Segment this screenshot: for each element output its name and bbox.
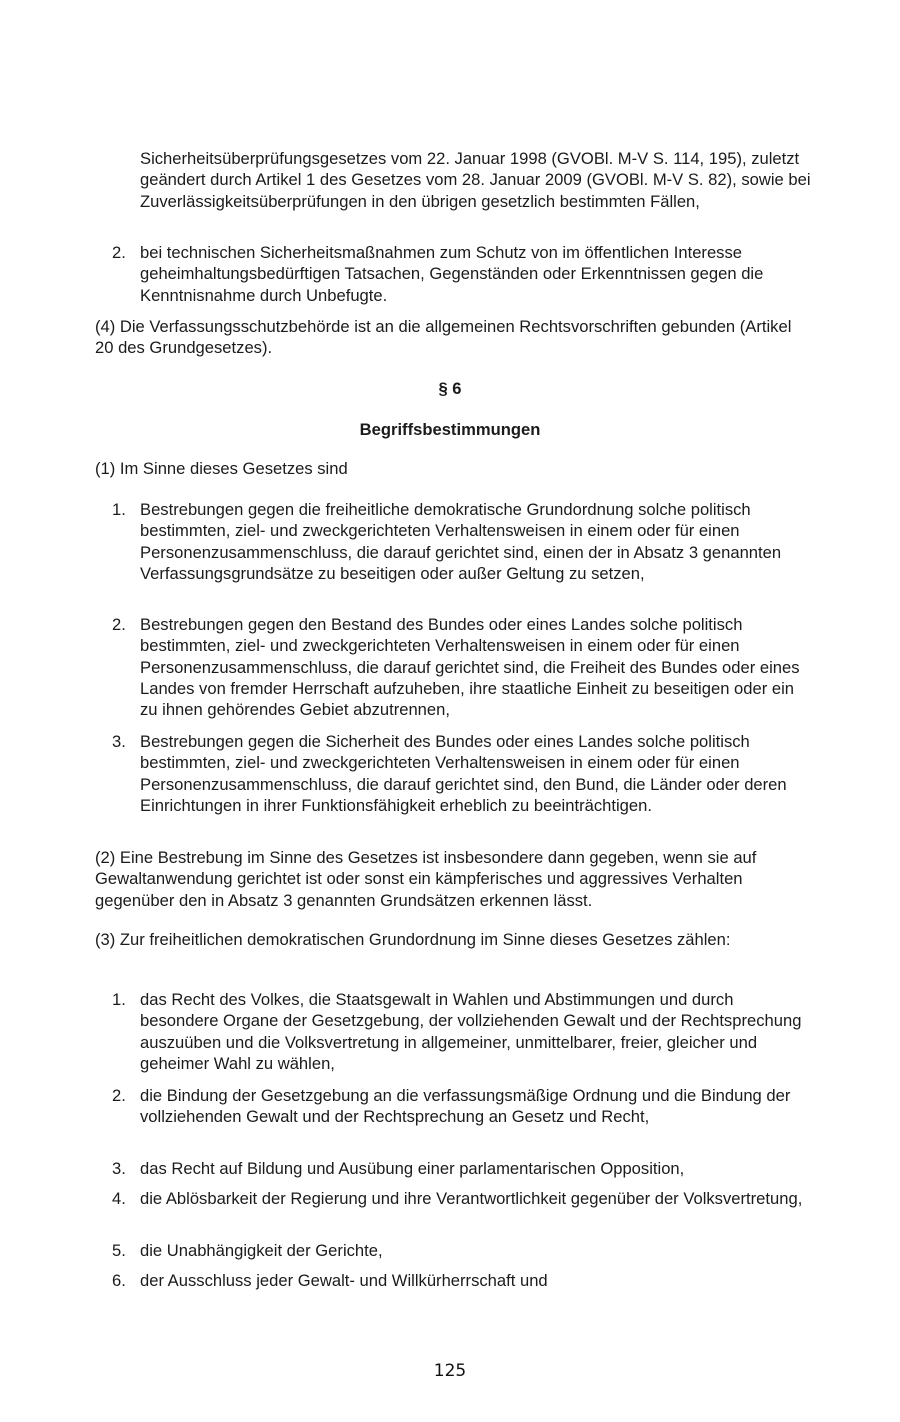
list-item-text: bei technischen Sicherheitsmaßnahmen zum Schutz von im öffentlichen Interesse geheimhaltungsbedürftigen Tatsachen, Gegenständen oder Erkenntnissen gegen die Kenntnisnahme durch Unbefugte. (140, 243, 764, 305)
list-item-number: 4. (112, 1189, 126, 1208)
section-number: § 6 (438, 379, 462, 398)
list-item-number: 5. (112, 1241, 126, 1260)
list-item-text: Bestrebungen gegen die Sicherheit des Bundes oder eines Landes solche politisch bestimmten, ziel- und zweckgerichteten Verhaltensweisen in einem oder für einen Personenzusammenschluss, die darauf gerichtet sind, den Bund, die Länder oder deren Einrichtungen in ihrer Funktionsfähigkeit erheblich zu beeinträchtigen. (140, 732, 787, 815)
paragraph-3-intro: (3) Zur freiheitlichen demokratischen Grundordnung im Sinne dieses Gesetzes zählen: (95, 930, 731, 949)
list-item-text: die Bindung der Gesetzgebung an die verfassungsmäßige Ordnung und die Bindung der vollziehenden Gewalt und der Rechtsprechung an Gesetz und Recht, (140, 1086, 791, 1127)
list-item-number: 6. (112, 1271, 126, 1290)
section-title: Begriffsbestimmungen (359, 420, 541, 439)
list-item (112, 1158, 812, 1179)
list-item-text: die Ablösbarkeit der Regierung und ihre Verantwortlichkeit gegenüber der Volksvertretung, (140, 1189, 803, 1208)
list-item-number: 2. (112, 1086, 126, 1105)
list-item (112, 1270, 812, 1291)
list-item (112, 499, 812, 584)
list-item-number: 3. (112, 1159, 126, 1178)
list-item (112, 1188, 812, 1209)
paragraph-1-intro: (1) Im Sinne dieses Gesetzes sind (95, 459, 348, 478)
list-item-text: das Recht auf Bildung und Ausübung einer parlamentarischen Opposition, (140, 1159, 685, 1178)
list-item-text: Bestrebungen gegen die freiheitliche demokratische Grundordnung solche politisch bestimmten, ziel- und zweckgerichteten Verhaltensweisen in einem oder für einen Personenzusammenschluss, die darauf gerichtet sind, einen der in Absatz 3 genannten Verfassungsgrundsätze zu beseitigen oder außer Geltung zu setzen, (140, 500, 782, 583)
list-item-text: das Recht des Volkes, die Staatsgewalt in Wahlen und Abstimmungen und durch besondere Organe der Gesetzgebung, der vollziehenden Gewalt und der Rechtsprechung auszuüben und die Volksvertretung in allgemeiner, unmittelbarer, freier, gleicher und geheimer Wahl zu wählen, (140, 990, 802, 1073)
list-item (112, 731, 812, 816)
page-number: 125 (433, 1361, 467, 1381)
list-item (112, 614, 812, 720)
list-item (112, 1085, 812, 1128)
continuation-text: Sicherheitsüberprüfungsgesetzes vom 22. Januar 1998 (GVOBl. M-V S. 114, 195), zuletzt geändert durch Artikel 1 des Gesetzes vom 28. Januar 2009 (GVOBl. M-V S. 82), sowie bei Zuverlässigkeitsüberprüfungen in den übrigen gesetzlich bestimmten Fällen, (140, 149, 811, 211)
list-item-text: der Ausschluss jeder Gewalt- und Willkürherrschaft und (140, 1271, 548, 1290)
list-item-text: die Unabhängigkeit der Gerichte, (140, 1241, 383, 1260)
list-item (112, 1240, 812, 1261)
list-item (112, 989, 812, 1074)
list-item-number: 2. (112, 243, 126, 262)
list-item-number: 1. (112, 990, 126, 1009)
list-item-number: 2. (112, 615, 126, 634)
list-item-text: Bestrebungen gegen den Bestand des Bundes oder eines Landes solche politisch bestimmten, ziel- und zweckgerichteten Verhaltensweisen in einem oder für einen Personenzusammenschluss, die darauf gerichtet sind, die Freiheit des Bundes oder eines Landes von fremder Herrschaft aufzuheben, ihre staatliche Einheit zu beseitigen oder ein zu ihnen gehörendes Gebiet abzutrennen, (140, 615, 800, 720)
list-item (112, 242, 812, 306)
paragraph-2: (2) Eine Bestrebung im Sinne des Gesetzes ist insbesondere dann gegeben, wenn sie auf Gewaltanwendung gerichtet ist oder sonst ein kämpferisches und aggressives Verhalten gegenüber den in Absatz 3 genannten Grundsätzen erkennen lässt. (95, 848, 757, 910)
list-item-number: 1. (112, 500, 126, 519)
list-item-number: 3. (112, 732, 126, 751)
paragraph-4: (4) Die Verfassungsschutzbehörde ist an die allgemeinen Rechtsvorschriften gebunden (Artikel 20 des Grundgesetzes). (95, 317, 792, 358)
